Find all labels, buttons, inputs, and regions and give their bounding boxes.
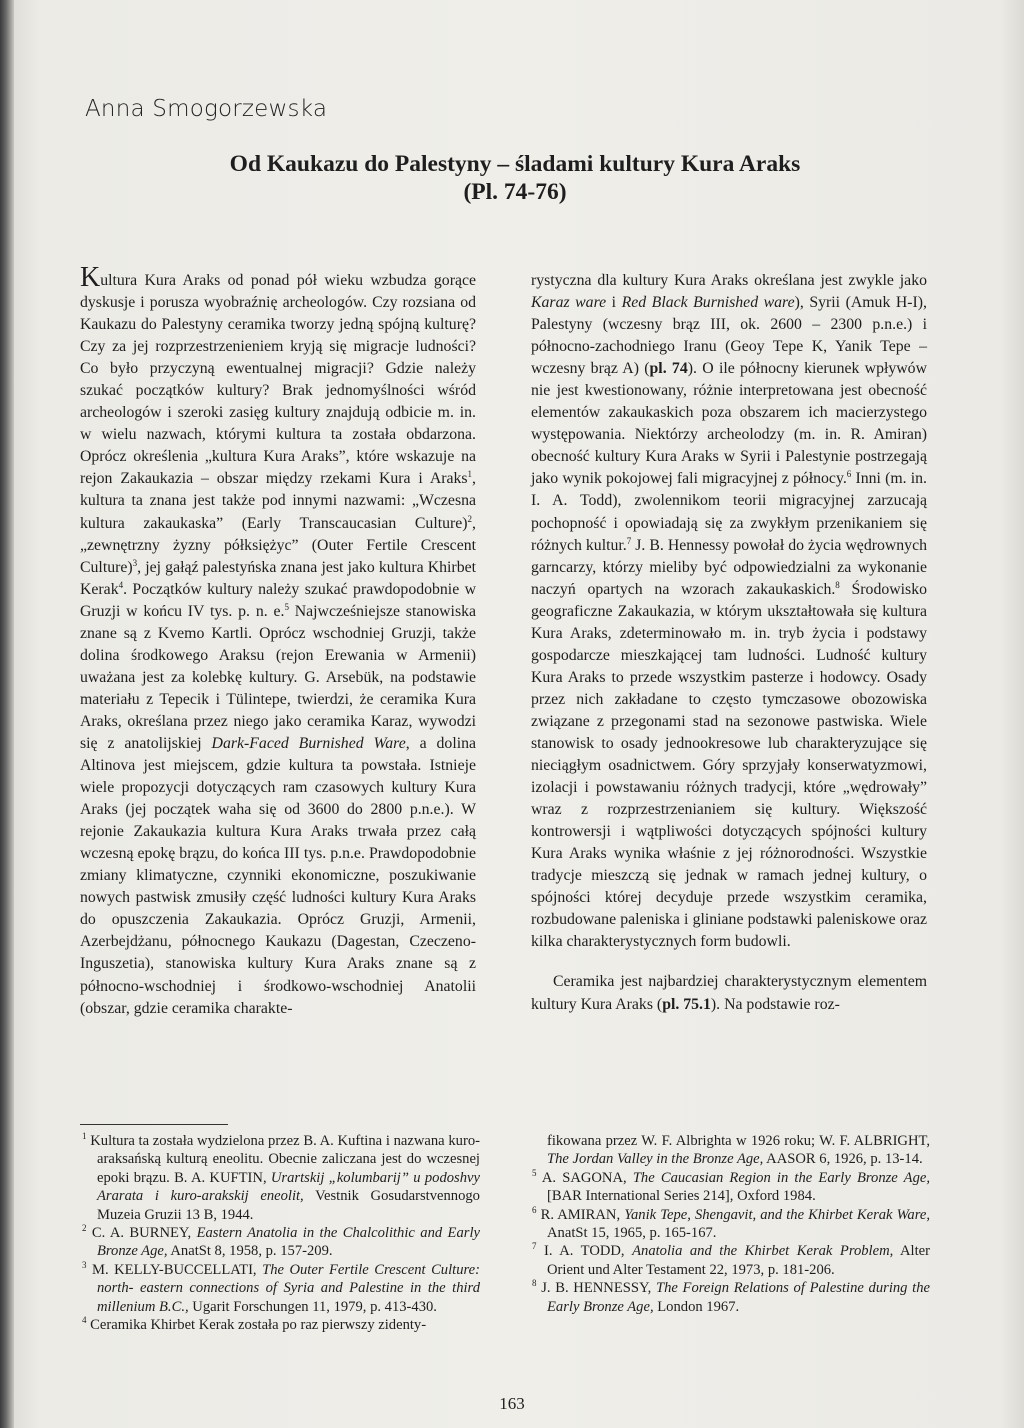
footnote-text: I. A. TODD, — [544, 1243, 633, 1260]
footnote-text: Alter Orient und Alter Testament 22, 1973, p. 181-206. — [547, 1243, 930, 1278]
paragraph — [531, 270, 927, 953]
footnote-number: 5 — [532, 1167, 537, 1178]
footnote-number: 3 — [82, 1259, 87, 1270]
footnotes-right — [532, 1132, 930, 1316]
footnote-text: AnatSt 8, 1958, p. 157-209. — [167, 1243, 333, 1260]
footnote — [82, 1132, 480, 1224]
footnote-number: 7 — [532, 1241, 537, 1252]
page-number: 163 — [499, 1394, 525, 1413]
text-run: ), Syrii (Amuk H-I), Palestyny (wczesny brąz III, ok. 2600 – 2300 p.n.e.) i północno-zachodniego Iranu (Geoy Tepe K, Yanik Tepe – wczesny brąz A) ( — [531, 294, 928, 378]
footnote-title: The Caucasian Region in the Early Bronze Age, — [632, 1169, 930, 1186]
footnote-text: London 1967. — [653, 1298, 740, 1315]
footnote-ref[interactable]: 7 — [626, 535, 632, 546]
text-run: J. B. Hennessy powołał do życia wędrownych garncarzy, którzy mieliby być odpowiedzialni za wykonanie naczyń opartych na wzorach zakaukaskich. — [531, 536, 927, 598]
footnote-text: fikowana przez W. F. Albrighta w 1926 roku; W. F. ALBRIGHT, — [547, 1133, 930, 1149]
text-run: ultura Kura Araks od ponad pół wieku wzbudza gorące dyskusje i porusza wyobraźnię archeologów. Czy rozsiana od Kaukazu do Palestyny ceramika tworzy jedną spójną kulturę? Czy za jej rozprzestrzenieniem kryją się migracje ludności? Co było przyczyną ewentualnej migracji? Gdzie należy szukać początków kultury? Brak jednomyślności wśród archeologów i szeroki zasięg kultury znajdują odbicie m. in. w wielu nazwach, którymi kultura ta została obdarzona. Oprócz określenia „kultura Kura Araks”, które wskazuje na rejon Zakaukazia – obszar między rzekami Kura i Araks — [80, 272, 476, 488]
title-line-2: (Pl. 74-76) — [463, 179, 567, 205]
footnote-ref[interactable]: 3 — [132, 557, 138, 568]
footnote-number: 4 — [82, 1315, 87, 1326]
footnote-title: Yanik Tepe, Shengavit, and the Khirbet Kerak Ware, — [624, 1206, 930, 1223]
footnote-title: Anatolia and the Khirbet Kerak Problem, — [632, 1243, 894, 1260]
footnote-text: R. AMIRAN, — [540, 1206, 625, 1223]
footnote-text: Kultura ta została wydzielona przez B. A. Kuftina i nazwana kuro-araksańską kulturą eneolitu. Obecnie zaliczana jest do wczesnej epoki brązu. B. A. KUFTIN, — [90, 1133, 480, 1186]
footnote — [532, 1242, 930, 1279]
footnote-divider — [80, 1124, 228, 1125]
footnote-title: The Jordan Valley in the Bronze Age, — [547, 1151, 764, 1168]
page-edge-shadow — [0, 0, 14, 1428]
footnote-text: C. A. BURNEY, — [91, 1225, 197, 1242]
text-run: , „zewnętrzny żyzny półksiężyc” (Outer Fertile Crescent Culture) — [80, 514, 476, 576]
footnote — [532, 1206, 930, 1243]
paragraph — [531, 971, 927, 1015]
italic-term: Karaz ware — [531, 294, 607, 312]
footnote-title: The Foreign Relations of Palestine during the Early Bronze Age, — [547, 1280, 931, 1315]
footnote-ref[interactable]: 1 — [467, 469, 473, 480]
footnote-text: AnatSt 15, 1965, p. 165-167. — [547, 1225, 717, 1242]
italic-term: Red Black Burnished ware — [621, 294, 795, 312]
text-run: rystyczna dla kultury Kura Araks określana jest zwykle jako — [531, 272, 927, 289]
footnote-ref[interactable]: 6 — [846, 469, 852, 480]
text-run: Inni (m. in. I. A. Todd), zwolennikom teorii migracyjnej zarzucają pochopność i opowiadają się za zwykłym przenikaniem się różnych kultur. — [531, 470, 927, 554]
footnote-number: 1 — [82, 1131, 87, 1141]
footnote-ref[interactable]: 4 — [118, 579, 124, 590]
text-run: Ceramika jest najbardziej charakterystycznym elementem kultury Kura Araks ( — [531, 973, 927, 1013]
body-column-right — [531, 270, 927, 1016]
footnote-title: The Outer Fertile Crescent Culture: north- eastern connections of Syria and Palestine in the third millenium B.C., — [97, 1261, 480, 1315]
footnote-text: Ceramika Khirbet Kerak została po raz pierwszy zidenty- — [90, 1317, 427, 1334]
footnote-text: J. B. HENNESSY, — [541, 1280, 656, 1297]
footnote-text: Vestnik Gosudarstvennogo Muzeia Gruzii 13 B, 1944. — [97, 1188, 480, 1223]
text-run: Środowisko geograficzne Zakaukazia, w którym ukształtowała się kultura Kura Araks, zdeterminowało m. in. tryb życia i podstawy gospodarcze mieszkającej tam ludności. Ludność kultury Kura Araks to przede wszystkim pasterze i hodowcy. Osady przez nich zakładane to często tymczasowe obozowiska związane z przegonami stad na sezonowe pastwiska. Wiele stanowisk to osady jednookresowe lub charakteryzujące się nieciągłym osadnictwem. Góry sprzyjały konserwatyzmowi, izolacji i powstawaniu różnych tradycji, które „wędrowały” wraz z rozprzestrzenianiem się kultury. Większość kontrowersji i wątpliwości dotyczących spójności kultury Kura Araks wynika właśnie z jej różnorodności. Wszystkie tradycje mieszczą się jednak w ramach jednej kultury, o spójności której decyduje przede wszystkim ceramika, rozbudowane paleniska i gliniane podstawki paleniskowe oraz kilka charakterystycznych form budowli. — [531, 580, 927, 951]
footnote-text: Ugarit Forschungen 11, 1979, p. 413-430. — [188, 1298, 437, 1315]
footnote-ref[interactable]: 2 — [467, 513, 473, 524]
footnote-text: A. SAGONA, — [541, 1169, 633, 1186]
footnote — [82, 1261, 480, 1316]
footnote-ref[interactable]: 8 — [835, 579, 840, 590]
footnote — [532, 1169, 930, 1206]
footnote — [82, 1224, 480, 1261]
author-name: Anna Smogorzewska — [85, 96, 328, 122]
footnote — [532, 1279, 930, 1316]
footnote-number: 2 — [82, 1223, 87, 1234]
footnote-text: AASOR 6, 1926, p. 13-14. — [763, 1151, 923, 1168]
drop-cap: K — [80, 262, 101, 293]
body-column-left — [80, 262, 477, 1020]
footnote-number: 6 — [532, 1204, 537, 1215]
text-run: , a dolina Altinova jest miejscem, gdzie kultura ta powstała. Istnieje wiele propozycji dotyczących ram czasowych kultury Kura Araks (jej początek waha się od 3600 do 2800 p.n.e.). W rejonie Zakaukazia kultura Kura Araks trwała przez całą wczesną epokę brązu, do końca III tys. p.n.e. Prawdopodobnie zmiany klimatyczne, czynniki ekonomiczne, poszukiwanie nowych pastwisk zmusiły część ludności kultury Kura Araks do opuszczenia Zakaukazia. Oprócz Gruzji, Armenii, Azerbejdżanu, północnego Kaukazu (Dagestan, Czeczeno-Inguszetia), stanowiska kultury Kura Araks znane są z północno-wschodniej i środkowo-wschodniej Anatolii (obszar, gdzie ceramika charakte- — [80, 734, 477, 1017]
footnote-ref[interactable]: 5 — [284, 601, 289, 612]
footnote-text: [BAR International Series 214], Oxford 1984. — [547, 1188, 816, 1205]
text-run: ). Na podstawie roz- — [710, 995, 840, 1013]
text-run: , jej gałąź palestyńska znana jest jako kultura Khirbet Kerak — [80, 558, 476, 598]
paragraph — [80, 262, 477, 1020]
footnote-text: M. KELLY-BUCCELLATI, — [92, 1261, 263, 1278]
text-run: . Początków kultury należy szukać prawdopodobnie w Gruzji w końcu IV tys. p. n. e. — [80, 580, 476, 620]
article-title — [225, 150, 805, 206]
footnote-title: Eastern Anatolia in the Chalcolithic and Early Bronze Age, — [97, 1225, 480, 1260]
text-run: Najwcześniejsze stanowiska znane są z Kvemo Kartli. Oprócz wschodniej Gruzji, także dolina środkowego Araksu (rejon Erewania w Armenii) uważana jest za kolebkę kultury. G. Arsebük, na podstawie materiału z Tepecik i Tülintepe, twierdzi, że ceramika Kura Araks, określana przez niego jako ceramika Karaz, wywodzi się z anatolijskiej — [80, 602, 477, 752]
footnote-number: 8 — [532, 1278, 537, 1289]
plate-ref[interactable]: pl. 74 — [649, 360, 688, 378]
plate-ref[interactable]: pl. 75.1 — [662, 995, 711, 1013]
footnote-title: Urartskij „kolumbarij” u podoshvy Ararata i kuro-arakskij eneolit, — [97, 1169, 480, 1205]
text-run: , kultura ta znana jest także pod innymi nazwami: „Wczesna kultura zakaukaska” (Early Transcaucasian Culture) — [80, 470, 476, 532]
footnotes-left — [82, 1132, 480, 1334]
text-run: i — [606, 294, 622, 312]
footnote-continuation — [532, 1132, 930, 1169]
italic-term: Dark-Faced Burnished Ware — [211, 734, 406, 752]
footnote — [82, 1316, 480, 1334]
text-run: ). O ile północny kierunek wpływów nie jest kwestionowany, różnie interpretowana jest obecność elementów zakaukaskich poza obszarem ich macierzystego występowania. Niektórzy archeolodzy (m. in. R. Amiran) obecność kultury Kura Araks w Syrii i Palestynie postrzegają jako wynik pokojowej fali migracyjnej z północy. — [531, 360, 927, 488]
title-line-1: Od Kaukazu do Palestyny – śladami kultury Kura Araks — [229, 151, 801, 177]
